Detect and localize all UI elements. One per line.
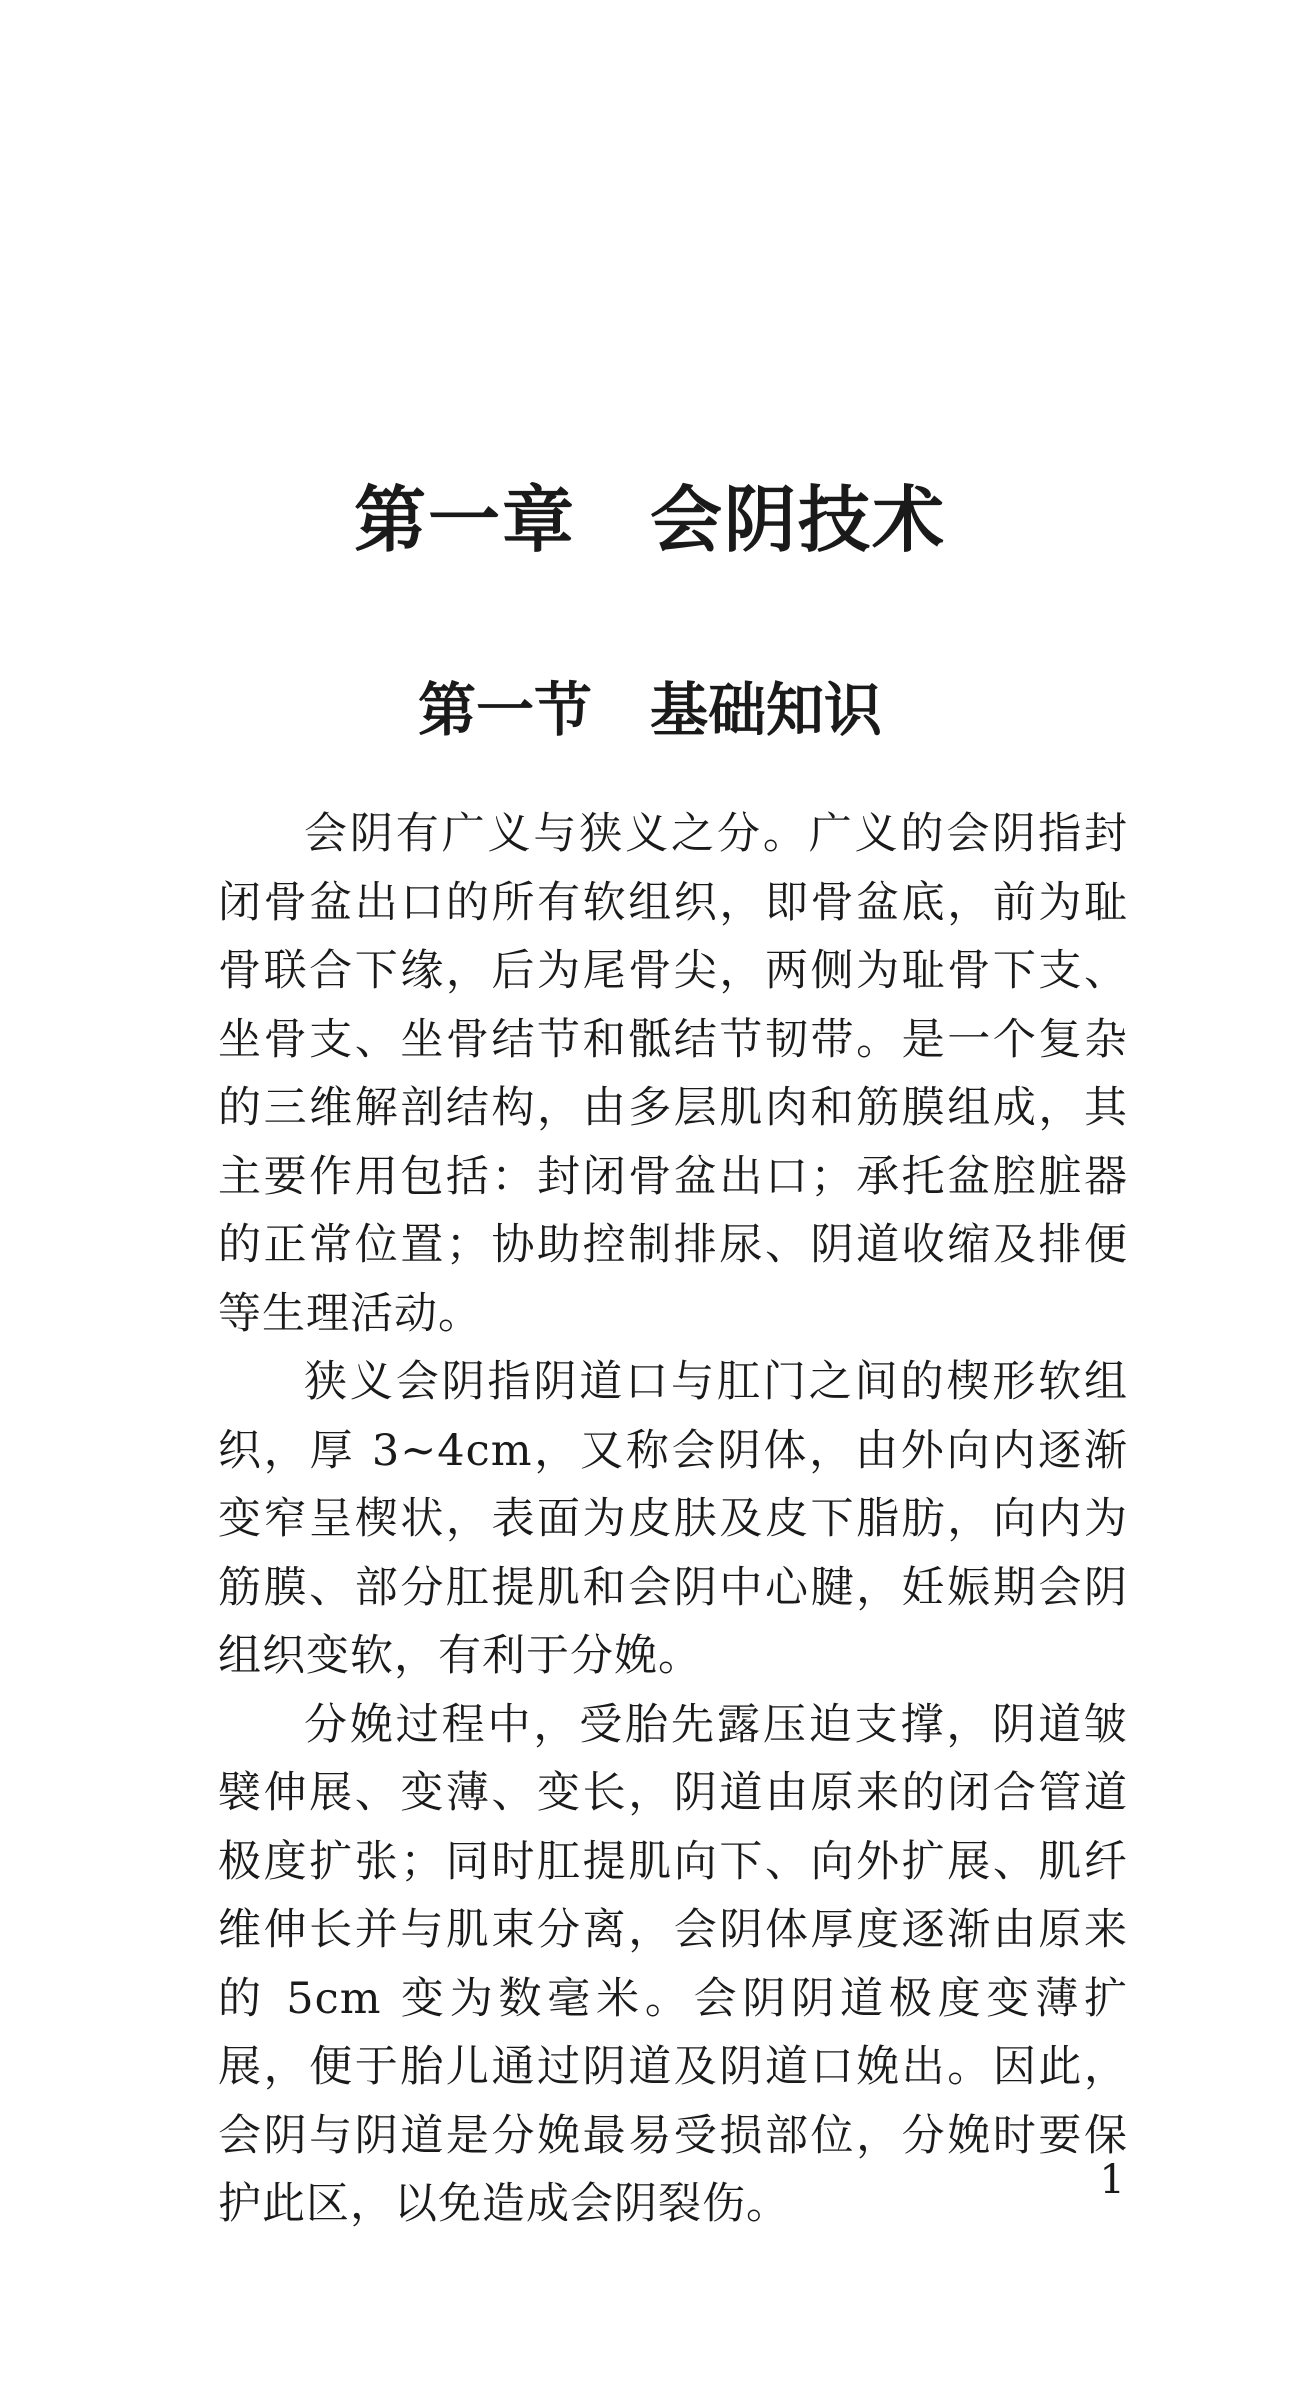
paragraph-definition: 会阴有广义与狭义之分。广义的会阴指封闭骨盆出口的所有软组织，即骨盆底，前为耻骨联合下缘，后为尾骨尖，两侧为耻骨下支、坐骨支、坐骨结节和骶结节韧带。是一个复杂的三维解剖结构，由多层肌肉和筋膜组成，其主要作用包括：封闭骨盆出口；承托盆腔脏器的正常位置；协助控制排尿、阴道收缩及排便等生理活动。 [218,809,1128,1339]
paragraph-delivery: 分娩过程中，受胎先露压迫支撑，阴道皱襞伸展、变薄、变长，阴道由原来的闭合管道极度扩张；同时肛提肌向下、向外扩展、肌纤维伸长并与肌束分离，会阴体厚度逐渐由原来的 5cm 变为数毫米。会阴阴道极度变薄扩展，便于胎儿通过阴道及阴道口娩出。因此，会阴与阴道是分娩最易受损部位，分娩时要保护此区，以免造成会阴裂伤。 [218,1699,1128,2229]
section-title: 第一节 基础知识 [417,676,882,744]
chapter-title: 第一章 会阴技术 [353,478,946,562]
body-text [218,800,1128,2239]
page-number: 1 [1099,2157,1125,2203]
paragraph-narrow-perineum: 狭义会阴指阴道口与肛门之间的楔形软组织，厚 3~4cm，又称会阴体，由外向内逐渐变窄呈楔状，表面为皮肤及皮下脂肪，向内为筋膜、部分肛提肌和会阴中心腱，妊娠期会阴组织变软，有利于分娩。 [218,1357,1128,1681]
